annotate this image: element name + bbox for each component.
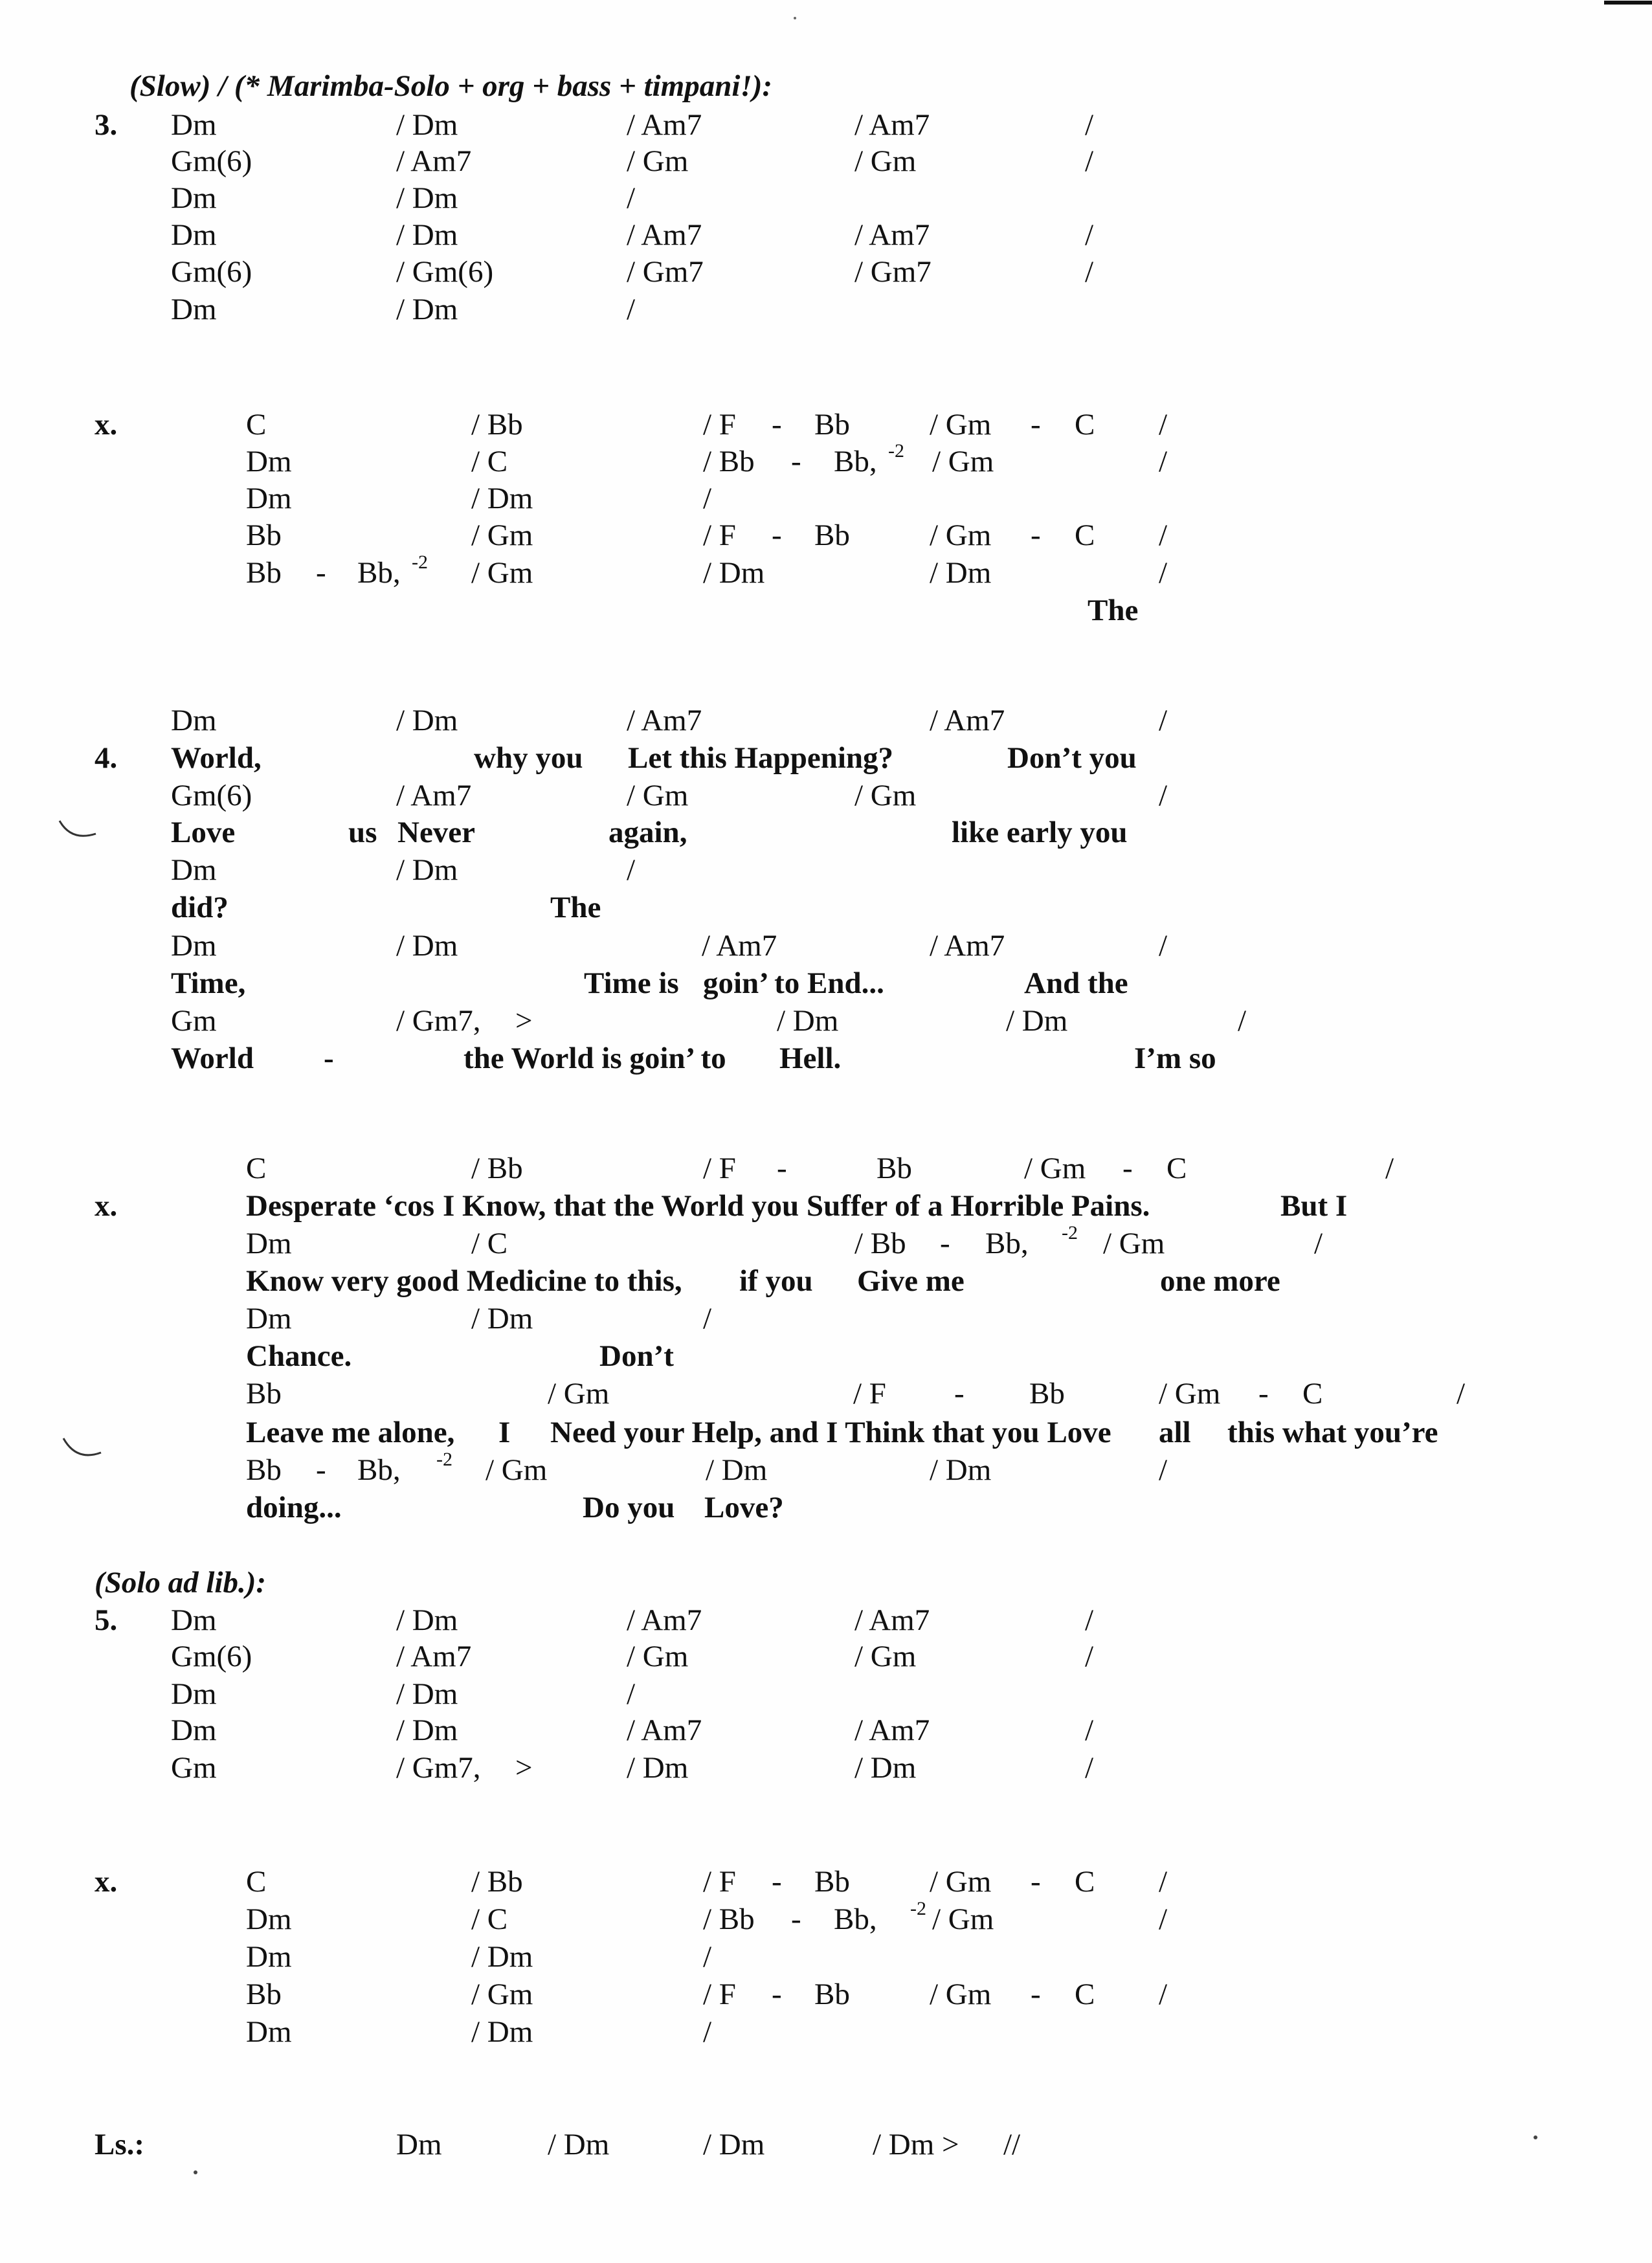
section-5-bar-mark: / — [1085, 1640, 1094, 1673]
section-x2-chord: / Gm — [1024, 1152, 1086, 1185]
section-x1-bar-mark: - — [1031, 408, 1041, 441]
section-x2-lyric: I Know, that the World you Suffer of a Horrible Pains. — [443, 1189, 1150, 1223]
section-x2-chord: / Gm — [1103, 1227, 1165, 1260]
section-4-chord: / Am7 — [627, 704, 702, 737]
section-4-chord: / Am7 — [930, 929, 1005, 963]
section-x3-chord: / Dm — [471, 1940, 533, 1974]
section-x1-chord: Bb, — [357, 556, 401, 590]
section-x1-superscript: -2 — [888, 440, 904, 462]
section-x1-lyric: x. — [95, 408, 118, 441]
section-3-chord: Dm — [171, 293, 217, 326]
section-4-lyric: Don’t you — [1007, 741, 1137, 775]
section-x3-chord: Bb, — [834, 1902, 877, 1936]
section-x1-chord: C — [1075, 518, 1095, 552]
section-x2-chord: / Bb — [854, 1227, 906, 1260]
section-5-chord: Dm — [171, 1603, 217, 1637]
section-x3-chord: C — [1075, 1865, 1095, 1899]
section-x3-chord: Bb — [814, 1865, 850, 1899]
section-x1-chord: / F — [703, 518, 736, 552]
section-x2-lyric: Love? — [704, 1491, 784, 1524]
section-4-lyric: Never — [397, 816, 476, 849]
section-x1-chord: Dm — [246, 445, 292, 478]
section-3-chord: / Am7 — [396, 144, 472, 178]
section-4-chord: / Dm — [396, 704, 458, 737]
section-5-chord: / Dm — [627, 1751, 689, 1785]
section-ending-chord: Dm — [396, 2128, 442, 2161]
section-4-lyric: I’m so — [1134, 1042, 1216, 1075]
section-4-bar-mark: / — [1159, 779, 1168, 812]
section-ending-chord: / Dm > — [873, 2128, 959, 2161]
section-ending-chord: / Dm — [703, 2128, 765, 2161]
speck — [794, 17, 796, 19]
hole-punch-mark — [60, 821, 96, 836]
section-5-chord: / Gm — [854, 1640, 917, 1673]
section-3-chord: / Am7 — [854, 218, 930, 252]
section-x1-chord: Bb, — [834, 445, 877, 478]
section-4-lyric: Let this Happening? — [628, 741, 894, 775]
section-x3-chord: / F — [703, 1978, 736, 2011]
section-x2-bar-mark: / — [703, 1302, 712, 1335]
section-3-chord: / Dm — [396, 108, 458, 142]
section-x2-lyric: one more — [1160, 1264, 1280, 1298]
section-4-chord: / Dm — [1006, 1004, 1068, 1038]
section-5-bar-mark: / — [1085, 1603, 1094, 1637]
section-x3-chord: / F — [703, 1865, 736, 1899]
section-x2-chord: / Gm — [486, 1453, 548, 1487]
section-x2-bar-mark: - — [954, 1377, 965, 1410]
section-x1-chord: / Dm — [930, 556, 992, 590]
section-x2-chord: / Dm — [706, 1453, 768, 1487]
section-x2-chord: Bb, — [985, 1227, 1029, 1260]
section-4-lyric: World, — [171, 741, 262, 775]
section-4-lyric: again, — [608, 816, 687, 849]
section-5-bar-mark: / — [1085, 1713, 1094, 1747]
section-3-chord: / Gm7 — [854, 255, 932, 289]
section-5-bar-mark: > — [515, 1751, 533, 1785]
section-3-bar-mark: / — [1085, 218, 1094, 252]
section-x2-chord: / F — [853, 1377, 886, 1410]
section-4-lyric: goin’ to End... — [703, 966, 884, 1000]
section-4-bar-mark: / — [1159, 704, 1168, 737]
section-4-lyric: us — [348, 816, 377, 849]
speck — [1534, 2135, 1537, 2139]
section-x2-lyric: Give me — [857, 1264, 965, 1298]
section-4-lyric: Hell. — [779, 1042, 842, 1075]
section-x1-bar-mark: / — [1159, 408, 1168, 441]
section-x2-bar-mark: / — [1385, 1152, 1394, 1185]
section-x2-superscript: -2 — [1062, 1222, 1078, 1243]
section-3-chord: / Gm — [854, 144, 917, 178]
section-x2-lyric: x. — [95, 1189, 118, 1223]
section-x2-chord: / Gm — [1159, 1377, 1221, 1410]
section-x2-lyric: doing... — [246, 1491, 342, 1524]
section-5-chord: / Am7 — [396, 1640, 472, 1673]
section-x1-chord: C — [246, 408, 267, 441]
section-4-lyric: like early you — [952, 816, 1128, 849]
section-x3-bar-mark: / — [703, 1940, 712, 1974]
section-5-chord: Gm — [171, 1751, 217, 1785]
section-x1-chord: / F — [703, 408, 736, 441]
section-x2-chord: / Dm — [471, 1302, 533, 1335]
section-5-chord: / Gm — [627, 1640, 689, 1673]
section-x1-chord: / Dm — [471, 482, 533, 515]
section-x2-chord: Dm — [246, 1302, 292, 1335]
section-x1-chord: Bb — [814, 518, 850, 552]
section-x2-chord: Bb — [876, 1152, 912, 1185]
section-4-chord: / Am7 — [396, 779, 472, 812]
section-4-bar-mark: / — [627, 853, 636, 887]
section-4-lyric: did? — [171, 891, 229, 924]
section-x2-lyric: But I — [1280, 1189, 1348, 1223]
section-5-chord: / Am7 — [627, 1713, 702, 1747]
section-x2-chord: C — [1302, 1377, 1323, 1410]
section-x2-bar-mark: - — [1258, 1377, 1269, 1410]
section-x2-lyric: this what you’re — [1227, 1416, 1438, 1449]
section-x1-chord: / Bb — [471, 408, 523, 441]
section-4-chord: Gm(6) — [171, 779, 252, 812]
section-x2-chord: Bb, — [357, 1453, 401, 1487]
section-x1-bar-mark: / — [1159, 445, 1168, 478]
section-x1-chord: / Gm — [471, 556, 533, 590]
section-x3-bar-mark: - — [1031, 1865, 1041, 1899]
section-3-bar-mark: / — [1085, 255, 1094, 289]
section-4-chord: / Dm — [396, 853, 458, 887]
section-4-chord: / Dm — [777, 1004, 839, 1038]
section-x2-lyric: I — [498, 1416, 511, 1449]
section-4-chord: / Gm7, — [396, 1004, 481, 1038]
section-x2-lyric: Desperate ‘cos — [246, 1189, 435, 1223]
section-x2-chord: / F — [703, 1152, 736, 1185]
section-x3-chord: / Gm — [471, 1978, 533, 2011]
hole-punch-mark — [63, 1438, 101, 1455]
section-x1-chord: Dm — [246, 482, 292, 515]
section-x2-bar-mark: - — [316, 1453, 326, 1487]
section-x2-lyric: Don’t — [599, 1339, 674, 1373]
section-3-chord: Gm(6) — [171, 255, 252, 289]
section-x3-bar-mark: / — [703, 2015, 712, 2049]
section-5-bar-mark: / — [1085, 1751, 1094, 1785]
section-x3-bar-mark: / — [1159, 1978, 1168, 2011]
section-x3-bar-mark: - — [1031, 1978, 1041, 2011]
section-5-chord: / Dm — [396, 1677, 458, 1711]
section-3-chord: / Dm — [396, 293, 458, 326]
section-x1-chord: / Gm — [930, 518, 992, 552]
section-x1-chord: C — [1075, 408, 1095, 441]
section-x3-superscript: -2 — [910, 1898, 926, 1919]
section-x2-bar-mark: - — [777, 1152, 787, 1185]
section-x2-bar-mark: / — [1457, 1377, 1466, 1410]
section-x2-lyric: Need your Help, and I Think that you Love — [550, 1416, 1111, 1449]
section-x2-bar-mark: / — [1159, 1453, 1168, 1487]
section-x1-bar-mark: - — [772, 518, 782, 552]
section-3-chord: / Dm — [396, 181, 458, 215]
section-x1-chord: Bb — [246, 518, 282, 552]
section-3-chord: Gm(6) — [171, 144, 252, 178]
section-x1-bar-mark: / — [1159, 518, 1168, 552]
section-x1-chord: / Gm — [930, 408, 992, 441]
section-x3-chord: Dm — [246, 2015, 292, 2049]
section-3-bar-mark: / — [627, 181, 636, 215]
section-5-chord: / Dm — [396, 1713, 458, 1747]
section-x2-bar-mark: - — [1122, 1152, 1133, 1185]
section-x3-chord: / Gm — [932, 1902, 994, 1936]
section-4-chord: / Am7 — [930, 704, 1005, 737]
section-x3-chord: / Bb — [471, 1865, 523, 1899]
section-4-chord: / Dm — [396, 929, 458, 963]
section-x2-lyric: if you — [739, 1264, 813, 1298]
section-3-bar-mark: / — [1085, 144, 1094, 178]
section-3-chord: Dm — [171, 218, 217, 252]
section-5-chord: / Am7 — [854, 1713, 930, 1747]
section-5-chord: Dm — [171, 1713, 217, 1747]
section-x1-superscript: -2 — [412, 552, 428, 573]
section-4-lyric: why you — [474, 741, 583, 775]
section-x2-chord: / Dm — [930, 1453, 992, 1487]
section-x1-chord: Bb — [814, 408, 850, 441]
section-x3-bar-mark: - — [791, 1902, 801, 1936]
speck — [194, 2170, 197, 2174]
section-5-chord: Gm(6) — [171, 1640, 252, 1673]
section-3-chord: / Gm(6) — [396, 255, 494, 289]
section-3-chord: / Am7 — [627, 108, 702, 142]
section-3-heading: (Slow) / (* Marimba-Solo + org + bass + timpani!): — [129, 69, 773, 103]
section-5-chord: Dm — [171, 1677, 217, 1711]
section-x2-chord: C — [246, 1152, 267, 1185]
section-x3-chord: / Bb — [703, 1902, 755, 1936]
section-3-lyric: 3. — [95, 108, 118, 142]
section-4-lyric: 4. — [95, 741, 118, 775]
section-4-bar-mark: / — [1159, 929, 1168, 963]
section-5-chord: / Am7 — [854, 1603, 930, 1637]
section-4-chord: Dm — [171, 853, 217, 887]
section-x3-chord: / Gm — [930, 1865, 992, 1899]
section-3-bar-mark: / — [1085, 108, 1094, 142]
section-x2-chord: / Bb — [471, 1152, 523, 1185]
section-3-chord: Dm — [171, 181, 217, 215]
section-ending-lyric: Ls.: — [95, 2128, 145, 2161]
section-ending-chord: / Dm — [548, 2128, 610, 2161]
section-x1-chord: / Bb — [703, 445, 755, 478]
section-x2-lyric: Know very good Medicine to this, — [246, 1264, 682, 1298]
section-4-lyric: And the — [1024, 966, 1128, 1000]
section-5-chord: / Dm — [854, 1751, 917, 1785]
section-x2-chord: C — [1166, 1152, 1187, 1185]
section-x1-chord: / Dm — [703, 556, 765, 590]
section-5-heading: (Solo ad lib.): — [95, 1566, 267, 1600]
section-x3-chord: / C — [471, 1902, 508, 1936]
section-x3-bar-mark: / — [1159, 1865, 1168, 1899]
section-x2-bar-mark: / — [1314, 1227, 1323, 1260]
section-3-chord: / Gm — [627, 144, 689, 178]
section-5-chord: / Dm — [396, 1603, 458, 1637]
section-x1-chord: / Gm — [471, 518, 533, 552]
section-x3-lyric: x. — [95, 1865, 118, 1899]
section-x3-chord: Dm — [246, 1902, 292, 1936]
section-x2-lyric: Do you — [583, 1491, 675, 1524]
section-x2-chord: Dm — [246, 1227, 292, 1260]
section-x2-chord: Bb — [246, 1377, 282, 1410]
section-5-bar-mark: / — [627, 1677, 636, 1711]
section-3-bar-mark: / — [627, 293, 636, 326]
section-x3-chord: / Dm — [471, 2015, 533, 2049]
section-x2-lyric: Chance. — [246, 1339, 352, 1373]
section-5-chord: / Am7 — [627, 1603, 702, 1637]
section-4-bar-mark: > — [515, 1004, 533, 1038]
section-x2-lyric: all — [1159, 1416, 1191, 1449]
section-3-chord: / Am7 — [854, 108, 930, 142]
section-4-chord: / Gm — [627, 779, 689, 812]
section-x3-bar-mark: / — [1159, 1902, 1168, 1936]
section-x2-chord: / Gm — [548, 1377, 610, 1410]
section-x3-chord: Dm — [246, 1940, 292, 1974]
section-4-lyric: Time, — [171, 966, 246, 1000]
section-x1-lyric: The — [1088, 594, 1139, 627]
section-3-chord: / Am7 — [627, 218, 702, 252]
section-4-bar-mark: / — [1238, 1004, 1247, 1038]
section-x1-bar-mark: - — [772, 408, 782, 441]
section-4-lyric: the World is goin’ to — [463, 1042, 726, 1075]
section-4-chord: Dm — [171, 929, 217, 963]
section-x2-chord: Bb — [246, 1453, 282, 1487]
section-x3-chord: / Gm — [930, 1978, 992, 2011]
section-x2-lyric: Leave me alone, — [246, 1416, 455, 1449]
section-x1-bar-mark: - — [316, 556, 326, 590]
section-x2-chord: / C — [471, 1227, 508, 1260]
section-5-chord: / Gm7, — [396, 1751, 481, 1785]
section-x2-chord: Bb — [1029, 1377, 1065, 1410]
section-4-lyric: World — [171, 1042, 254, 1075]
section-4-chord: Gm — [171, 1004, 217, 1038]
section-x3-bar-mark: - — [772, 1978, 782, 2011]
section-ending-bar-mark: // — [1003, 2128, 1021, 2161]
section-4-chord: / Gm — [854, 779, 917, 812]
section-3-chord: / Dm — [396, 218, 458, 252]
section-x3-bar-mark: - — [772, 1865, 782, 1899]
section-x1-chord: / C — [471, 445, 508, 478]
section-x3-chord: C — [246, 1865, 267, 1899]
section-4-lyric: Love — [171, 816, 236, 849]
section-x1-chord: / Gm — [932, 445, 994, 478]
section-x1-bar-mark: - — [1031, 518, 1041, 552]
section-x3-chord: Bb — [246, 1978, 282, 2011]
section-x3-chord: C — [1075, 1978, 1095, 2011]
section-4-bar-mark: - — [324, 1042, 334, 1075]
section-4-lyric: Time is — [584, 966, 679, 1000]
section-x3-chord: Bb — [814, 1978, 850, 2011]
section-x1-bar-mark: - — [791, 445, 801, 478]
section-4-chord: Dm — [171, 704, 217, 737]
section-3-chord: Dm — [171, 108, 217, 142]
section-x1-bar-mark: / — [703, 482, 712, 515]
section-4-chord: / Am7 — [702, 929, 777, 963]
section-x1-chord: Bb — [246, 556, 282, 590]
section-3-chord: / Gm7 — [627, 255, 704, 289]
section-x2-bar-mark: - — [940, 1227, 950, 1260]
section-x1-bar-mark: / — [1159, 556, 1168, 590]
section-4-lyric: The — [550, 891, 601, 924]
section-5-lyric: 5. — [95, 1603, 118, 1637]
section-x2-superscript: -2 — [436, 1449, 452, 1470]
